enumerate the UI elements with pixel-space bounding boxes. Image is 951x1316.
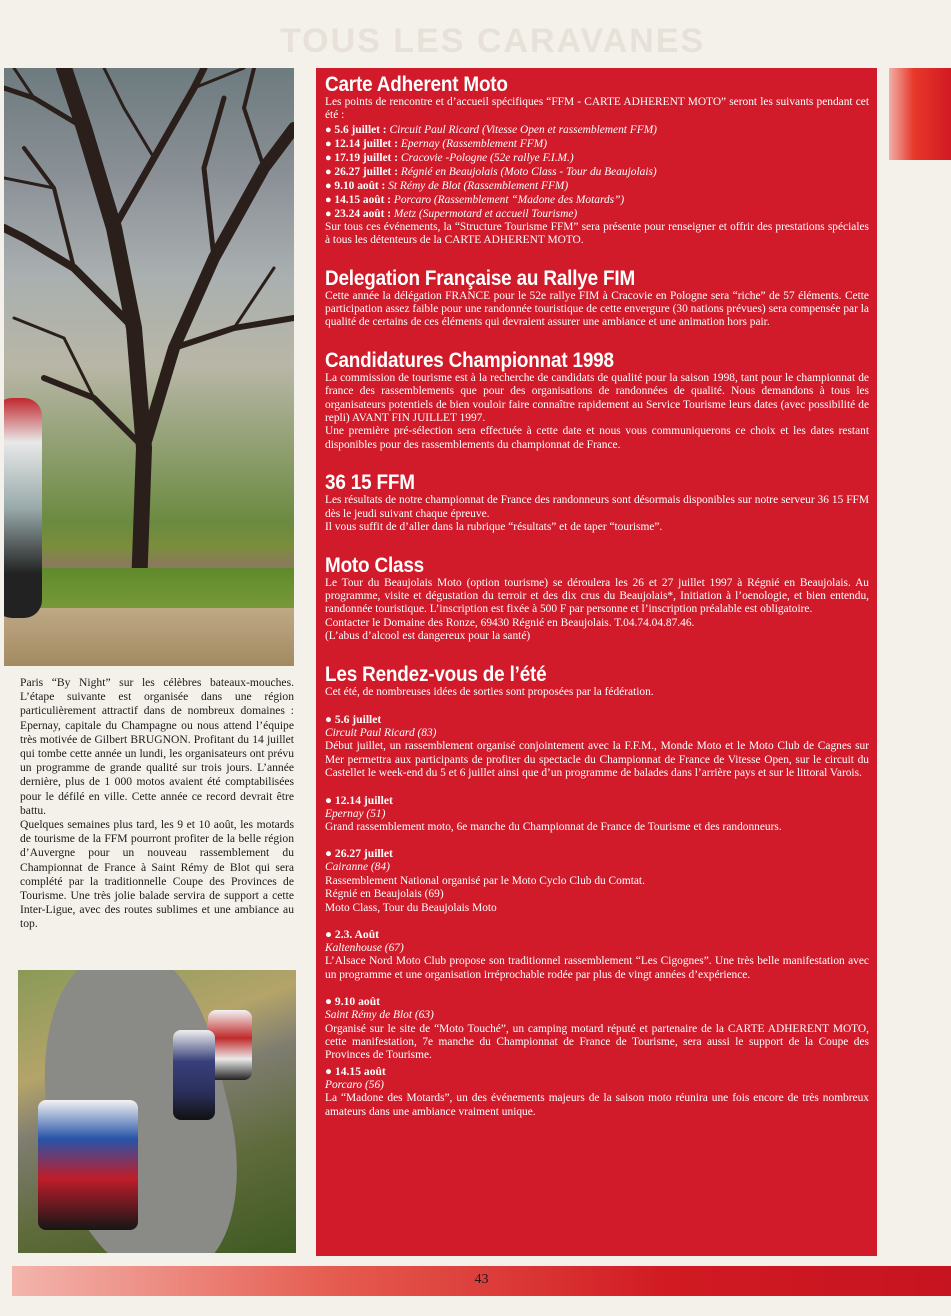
photo-grass (4, 568, 294, 612)
event-place: Circuit Paul Ricard (83) (325, 726, 437, 739)
heading-delegation: Delegation Française au Rallye FIM (325, 266, 636, 290)
list-item: ● 14.15 août : Porcaro (Rassemblement “Madone des Motards”) (325, 193, 869, 207)
section-rendezvous (325, 664, 869, 1120)
rider-2 (173, 1030, 215, 1120)
carte-outro: Sur tous ces événements, la “Structure Tourisme FFM” sera présente pour renseigner et offrir des prestations spéciales à tous les détenteurs de la CARTE ADHERENT MOTO. (325, 220, 869, 247)
event-date: ● 26.27 juillet (325, 847, 869, 861)
event-text: Grand rassemblement moto, 6e manche du Championnat de France de Tourisme et des randonneurs. (325, 820, 782, 833)
motoclass-text-2: Contacter le Domaine des Ronze, 69430 Régnié en Beaujolais. T.04.74.04.87.46. (325, 616, 695, 629)
event-place: Kaltenhouse (67) (325, 942, 404, 954)
section-3615 (325, 472, 869, 534)
event-item (325, 794, 869, 835)
event-date: ● 9.10 août (325, 995, 869, 1009)
event-text: Rassemblement National organisé par le Moto Cyclo Club du Comtat. (325, 874, 645, 887)
candidatures-text-2: Une première pré-sélection sera effectuée à cette date et nous vous communiquerons ce choix et les dates restant disponibles pour des rassemblements du championnat de France. (325, 425, 869, 451)
heading-rendezvous: Les Rendez-vous de l’été (325, 662, 547, 686)
section-moto-class (325, 555, 869, 644)
event-text: L’Alsace Nord Moto Club propose son traditionnel rassemblement “Les Cigognes”. Une très belle manifestation avec un programme et une organisation irréprochable rodée par plus de vingt années d’expérience. (325, 955, 869, 981)
left-paragraph-2: Quelques semaines plus tard, les 9 et 10 août, les motards de tourisme de la FFM pourront profiter de la belle région d’Auvergne pour un nouveau rassemblement du Championnat de France à Saint Rémy de Blot qui sera complété par la traditionnelle Coupe des Provinces de Tourisme. Une très jolie balade servira de support a cette Inter-Ligue, avec des routes sublimes et une ambiance au top. (20, 818, 294, 931)
section-candidatures (325, 350, 869, 452)
list-item: ● 5.6 juillet : Circuit Paul Ricard (Vitesse Open et rassemblement FFM) (325, 123, 869, 137)
left-paragraph-1: Paris “By Night” sur les célèbres bateaux-mouches. L’étape suivante est organisée dans une région particulièrement attractif dans de nombreux domaines : Epernay, capitale du Champagne ou nous attend l’équipe très motivée de Gilbert BRUGNON. Profitant du 14 juillet qui tombe cette année un lundi, les organisateurs ont prévu un programme de grande qualité sur trois jours. L’année dernière, plus de 1 000 motos avaient été comptabilisées pour le défilé en ville. Cette année ce record devrait être battu. (20, 676, 294, 817)
candidatures-text-1: La commission de tourisme est à la recherche de candidats de qualité pour la saison 1998, tant pour le championnat de france des rassemblements que pour des organisations de randonnées de qualité. Nous demandons à tous les organisateurs potentiels de bien vouloir faire connaître rapidement au Service Tourisme leurs dates (avec possibilité de repli) AVANT FIN JUILLET 1997. (325, 371, 869, 425)
section-carte-adherent (325, 74, 869, 248)
photo-ground (4, 608, 294, 666)
delegation-text: Cette année la délégation FRANCE pour le 52e rallye FIM à Cracovie en Pologne sera “riche” de 57 éléments. Cette participation assez faible pour une randonnée touristique de cette envergure (30 nations prévues) sera compensée par la qualité de certains de ces éléments qui devraient assurer une ambiance et une animation hors pair. (325, 289, 869, 329)
event-text: Moto Class, Tour du Beaujolais Moto (325, 901, 497, 914)
event-item (325, 1065, 869, 1119)
event-place: Epernay (51) (325, 807, 386, 820)
event-item (325, 995, 869, 1063)
event-text: Régnié en Beaujolais (69) (325, 888, 444, 901)
event-date: ● 2.3. Août (325, 928, 869, 942)
list-item: ● 23.24 août : Metz (Supermotard et accueil Tourisme) (325, 207, 869, 221)
event-text: Début juillet, un rassemblement organisé conjointement avec la F.F.M., Monde Moto et le Moto Club de Cagnes sur Mer permettra aux participants de profiter du spectacle du Championnat de France de Vitesse Open, sur le circuit du Castellet le week-end du 5 et 6 juillet ainsi que d’un programme de balades dans l’arrière pays et sur le littoral Varois. (325, 740, 869, 780)
photo-riders-road (18, 970, 296, 1253)
event-place: Porcaro (56) (325, 1078, 384, 1091)
heading-carte-adherent: Carte Adherent Moto (325, 73, 508, 96)
event-date: ● 12.14 juillet (325, 794, 869, 808)
tree-branches-illustration (4, 68, 294, 588)
carte-list (325, 123, 869, 221)
event-item (325, 847, 869, 915)
carte-intro: Les points de rencontre et d’accueil spécifiques “FFM - CARTE ADHERENT MOTO” seront les suivants pendant cet été : (325, 96, 869, 122)
motoclass-text-1: Le Tour du Beaujolais Moto (option tourisme) se déroulera les 26 et 27 juillet 1997 à Régnié en Beaujolais. Au programme, visite et dégustation du terroir et des dix crus du Beaujolais*, Initiation à l’oenologie, et bien entendu, randonnée touristique. L’inscription est fixée à 500 F par personne et l’inscription préalable est obligatoire. (325, 576, 869, 616)
event-item (325, 928, 869, 982)
ffm3615-text-1: Les résultats de notre championnat de France des randonneurs sont désormais disponibles sur notre serveur 36 15 FFM dès le jeudi suivant chaque épreuve. (325, 494, 869, 520)
page-number: 43 (474, 1272, 489, 1287)
red-news-panel (316, 68, 877, 1256)
heading-3615: 36 15 FFM (325, 471, 415, 495)
page-header-ghost-title: TOUS LES CARAVANES (280, 22, 706, 56)
list-item: ● 26.27 juillet : Régnié en Beaujolais (Moto Class - Tour du Beaujolais) (325, 165, 869, 179)
heading-moto-class: Moto Class (325, 553, 425, 577)
event-date: ● 14.15 août (325, 1065, 869, 1079)
event-place: Saint Rémy de Blot (63) (325, 1009, 434, 1022)
event-place: Cairanne (84) (325, 861, 390, 874)
motoclass-text-3: (L’abus d’alcool est dangereux pour la santé) (325, 630, 531, 643)
event-item (325, 713, 869, 781)
heading-candidatures: Candidatures Championnat 1998 (325, 348, 614, 372)
motorcycle-shape (4, 398, 42, 618)
ffm3615-text-2: Il vous suffit de d’aller dans la rubrique “résultats” et de taper “tourisme”. (325, 521, 663, 534)
list-item: ● 17.19 juillet : Cracovie -Pologne (52e rallye F.I.M.) (325, 151, 869, 165)
event-text: La “Madone des Motards”, un des événements majeurs de la saison moto réunira une fois encore de très nombreux amateurs dans une ambiance vraiment unique. (325, 1092, 869, 1118)
rendezvous-intro: Cet été, de nombreuses idées de sorties sont proposées par la fédération. (325, 685, 654, 698)
red-corner-tab (889, 68, 951, 160)
list-item: ● 9.10 août : St Rémy de Blot (Rassemblement FFM) (325, 179, 869, 193)
rider-3 (38, 1100, 138, 1230)
event-date: ● 5.6 juillet (325, 713, 869, 727)
section-delegation (325, 268, 869, 330)
photo-tree-motorcycle (4, 68, 294, 666)
event-text: Organisé sur le site de “Moto Touché”, un camping motard réputé et partenaire de la CARTE ADHERENT MOTO, cette manifestation, 7e manche du Championnat de France de Tourisme, sera aussi le support de la Coupe des Provinces de Tourisme. (325, 1022, 869, 1062)
list-item: ● 12.14 juillet : Epernay (Rassemblement FFM) (325, 137, 869, 151)
left-column-text (20, 676, 294, 932)
footer-band (12, 1266, 951, 1296)
